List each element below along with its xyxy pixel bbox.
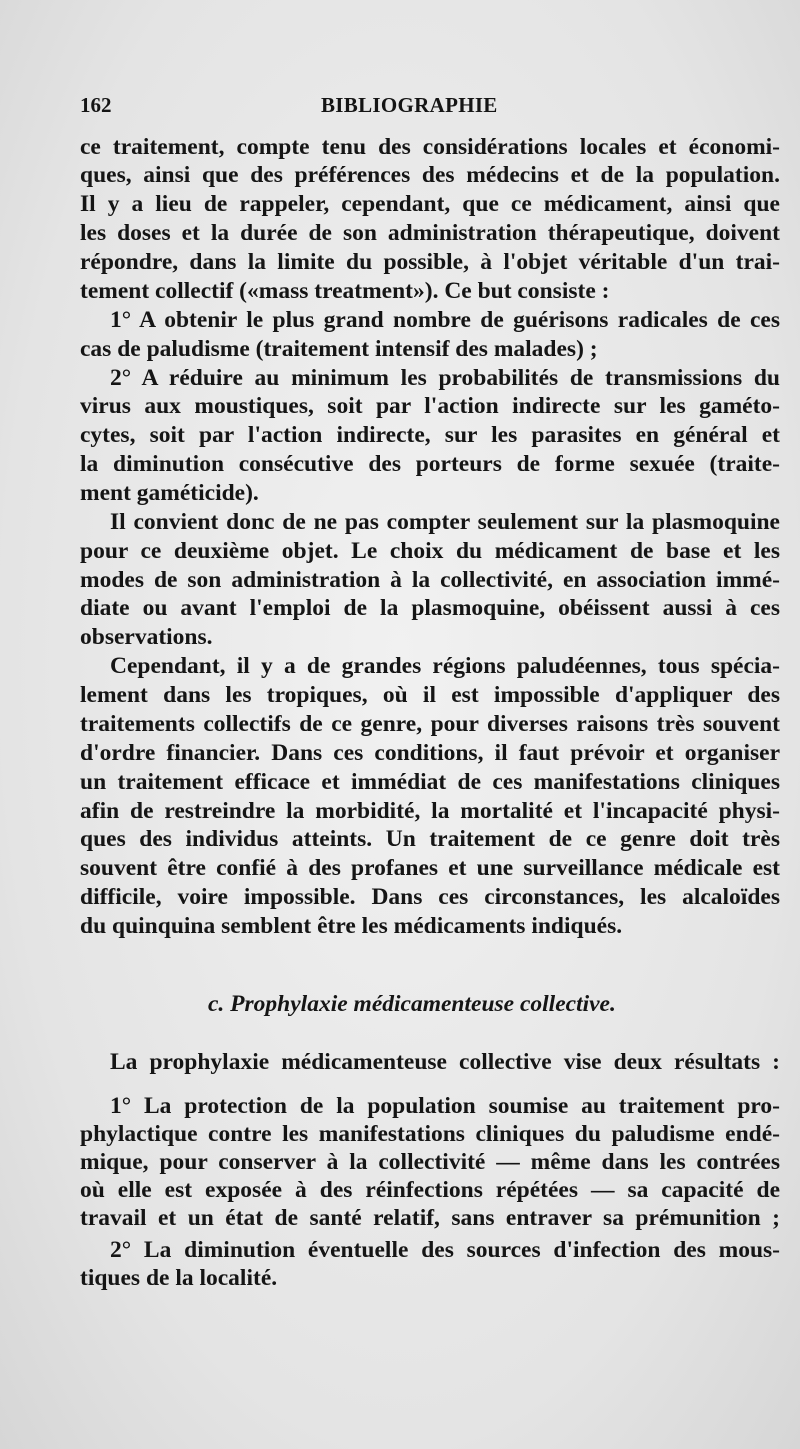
text-line: Cependant, il y a de grandes régions paludéennes, tous spécia-: [110, 653, 780, 679]
text-line: traitements collectifs de ce genre, pour diverses raisons très souvent: [80, 711, 780, 737]
text-line: un traitement efficace et immédiat de ces manifestations cliniques: [80, 769, 780, 795]
text-line: d'ordre financier. Dans ces conditions, il faut prévoir et organiser: [80, 740, 780, 766]
text-line: 2° A réduire au minimum les probabilités de transmissions du: [110, 365, 780, 391]
text-line: modes de son administration à la collectivité, en association immé-: [80, 567, 780, 593]
text-line: ce traitement, compte tenu des considérations locales et économi-: [80, 134, 780, 160]
text-line: ques, ainsi que des préférences des médecins et de la population.: [80, 162, 780, 188]
section-heading: c. Prophylaxie médicamenteuse collective.: [208, 991, 616, 1017]
text-line: les doses et la durée de son administration thérapeutique, doivent: [80, 220, 780, 246]
text-line: lement dans les tropiques, où il est impossible d'appliquer des: [80, 682, 780, 708]
text-line: observations.: [80, 624, 213, 650]
text-line: pour ce deuxième objet. Le choix du médicament de base et les: [80, 538, 780, 564]
text-line: ment gaméticide).: [80, 480, 259, 506]
text-line: Il y a lieu de rappeler, cependant, que ce médicament, ainsi que: [80, 191, 780, 217]
text-line: virus aux moustiques, soit par l'action indirecte sur les gaméto-: [80, 393, 780, 419]
text-line: afin de restreindre la morbidité, la mortalité et l'incapacité physi-: [80, 798, 780, 824]
text-line: 1° La protection de la population soumise au traitement pro-: [110, 1093, 780, 1119]
text-line: La prophylaxie médicamenteuse collective vise deux résultats :: [110, 1049, 780, 1075]
text-line: ques des individus atteints. Un traitement de ce genre doit très: [80, 826, 780, 852]
text-line: mique, pour conserver à la collectivité — même dans les contrées: [80, 1149, 780, 1175]
text-line: travail et un état de santé relatif, sans entraver sa prémunition ;: [80, 1205, 780, 1231]
running-title: BIBLIOGRAPHIE: [321, 93, 498, 117]
page-number: 162: [80, 93, 112, 117]
text-line: diate ou avant l'emploi de la plasmoquine, obéissent aussi à ces: [80, 595, 780, 621]
text-line: du quinquina semblent être les médicaments indiqués.: [80, 913, 623, 939]
text-line: difficile, voire impossible. Dans ces circonstances, les alcaloïdes: [80, 884, 780, 910]
text-line: cytes, soit par l'action indirecte, sur les parasites en général et: [80, 422, 780, 448]
text-line: phylactique contre les manifestations cliniques du paludisme endé-: [80, 1121, 780, 1147]
text-line: où elle est exposée à des réinfections répétées — sa capacité de: [80, 1177, 780, 1203]
text-line: tement collectif («mass treatment»). Ce but consiste :: [80, 278, 610, 304]
text-line: la diminution consécutive des porteurs de forme sexuée (traite-: [80, 451, 780, 477]
text-line: répondre, dans la limite du possible, à l'objet véritable d'un trai-: [80, 249, 780, 275]
text-line: tiques de la localité.: [80, 1265, 278, 1291]
text-line: 1° A obtenir le plus grand nombre de guérisons radicales de ces: [110, 307, 780, 333]
text-line: souvent être confié à des profanes et une surveillance médicale est: [80, 855, 780, 881]
text-line: Il convient donc de ne pas compter seulement sur la plasmoquine: [110, 509, 780, 535]
text-line: 2° La diminution éventuelle des sources d'infection des mous-: [110, 1237, 780, 1263]
text-line: cas de paludisme (traitement intensif des malades) ;: [80, 336, 598, 362]
